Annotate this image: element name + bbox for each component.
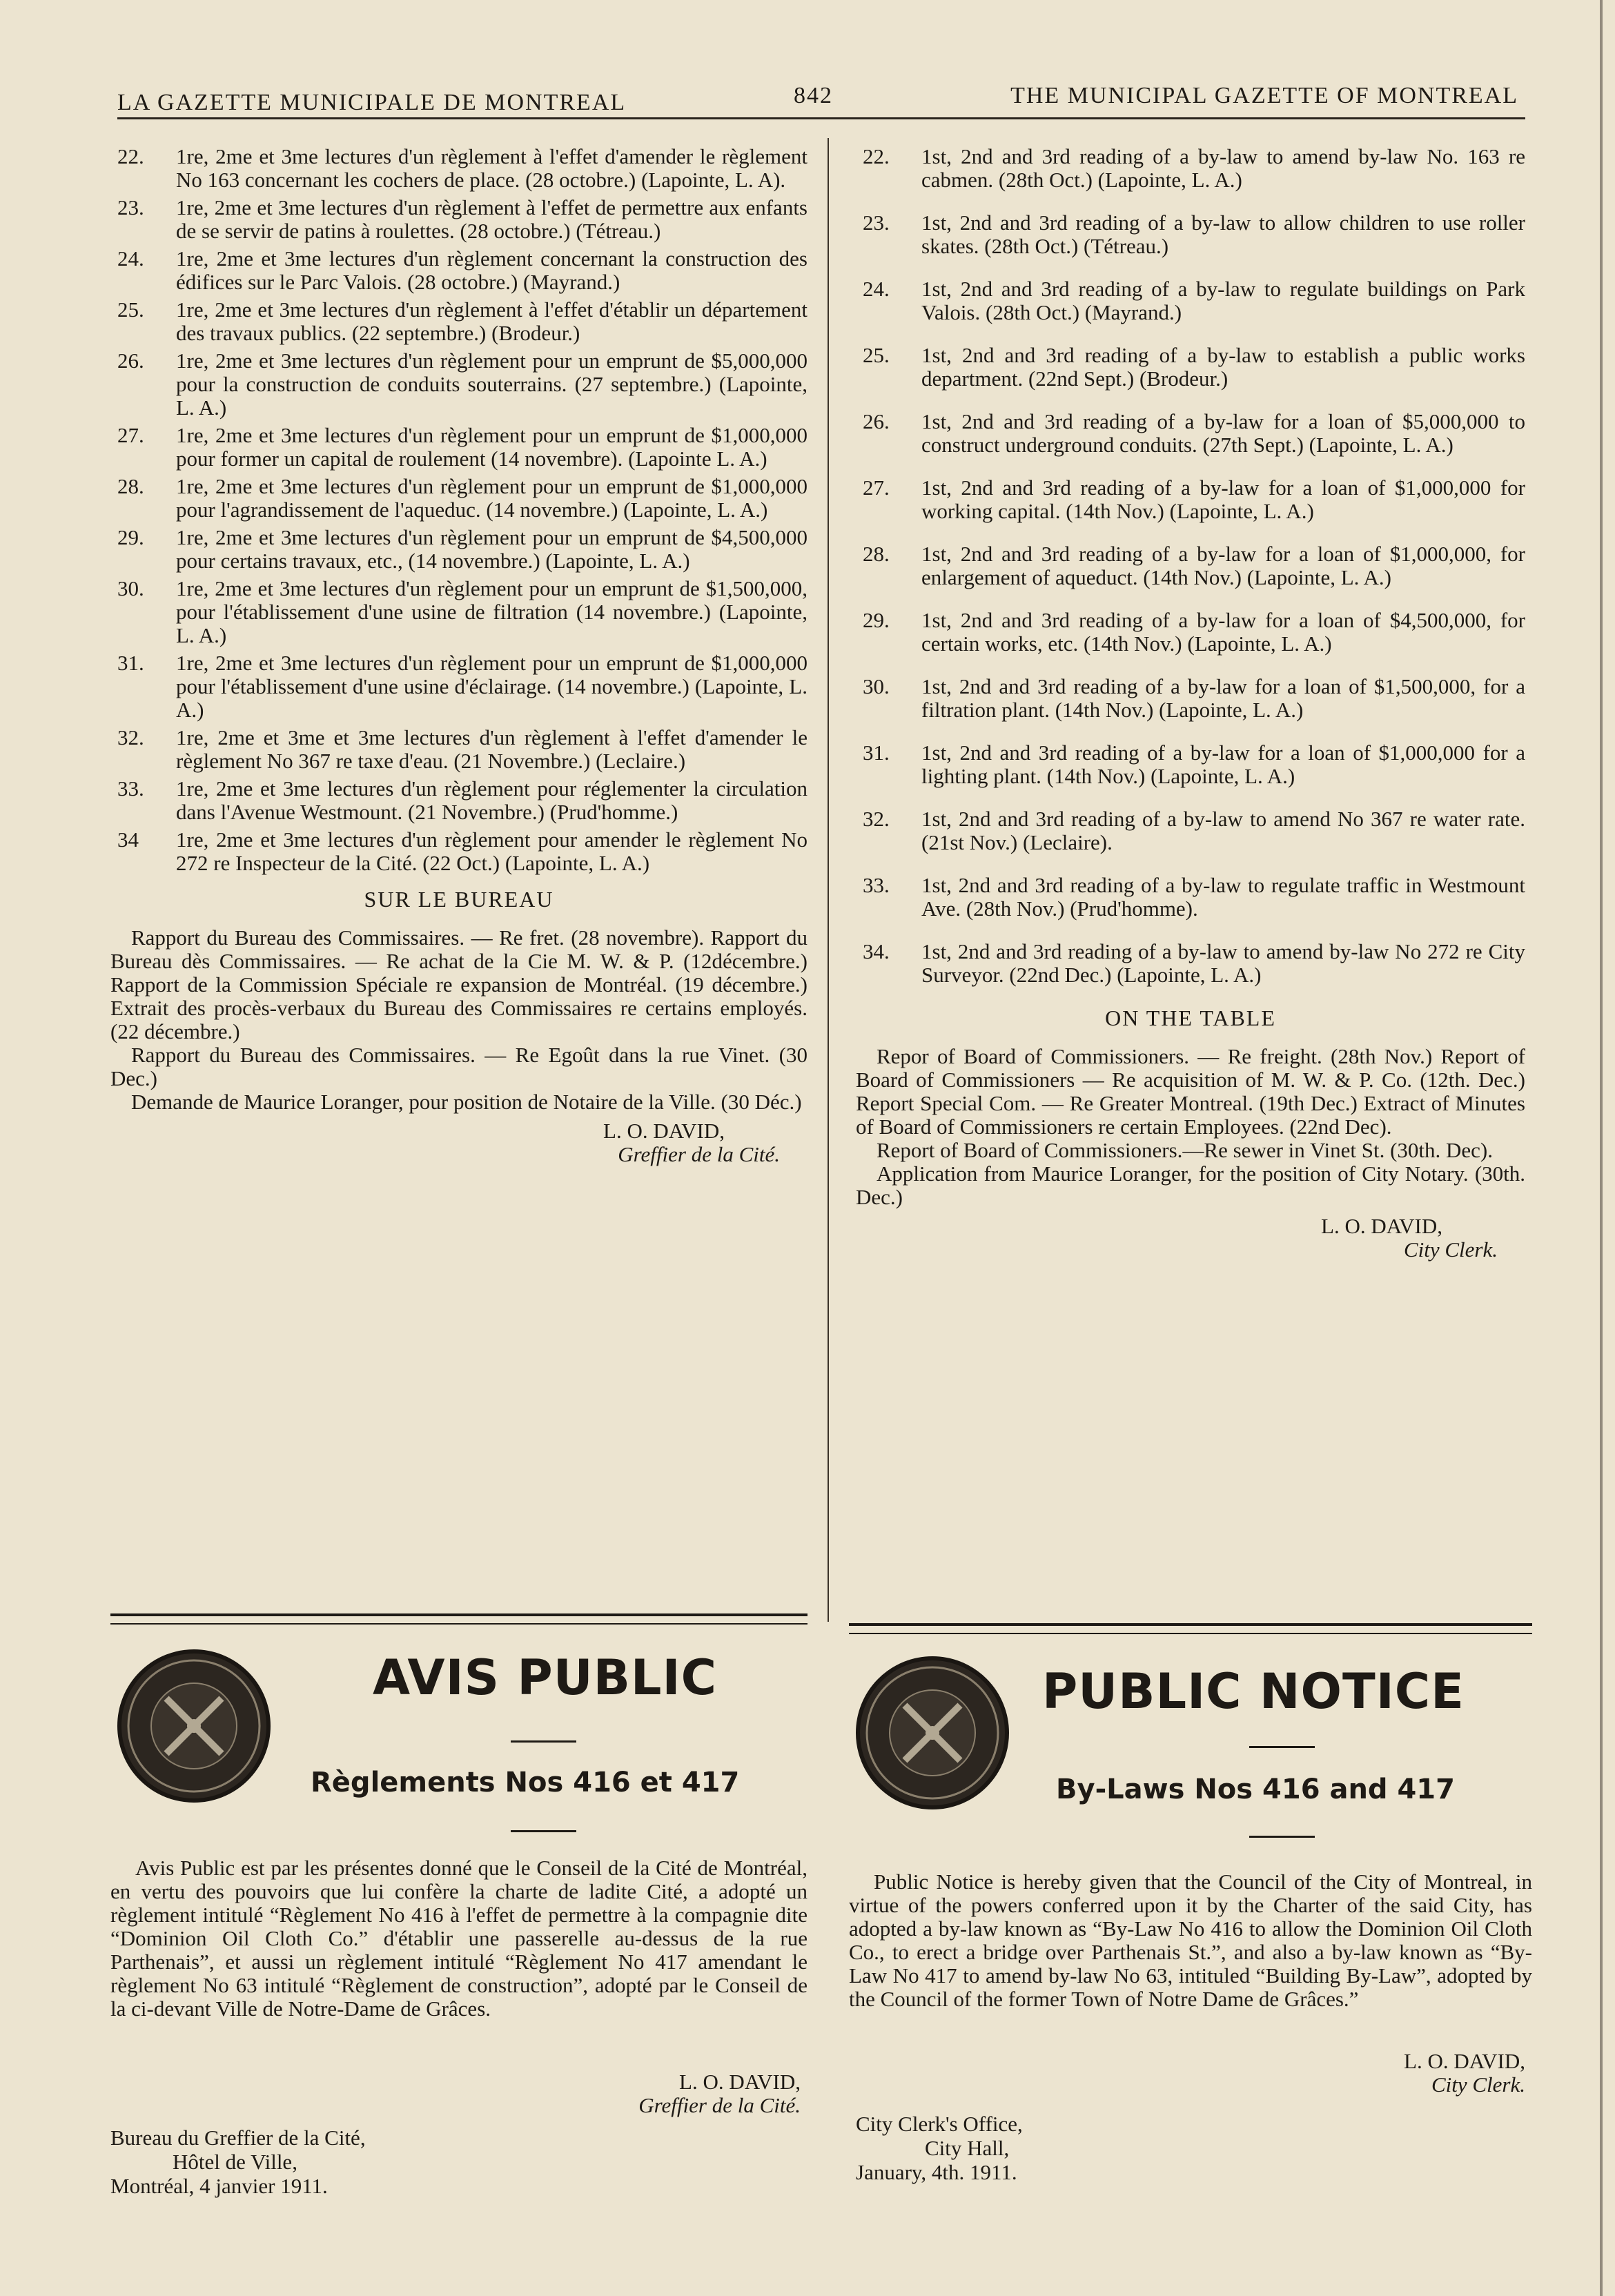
left-report-paragraph: Rapport du Bureau des Commissaires. — Re fret. (28 novembre). Rapport du Bureau dès Commissaires. — Re achat de la Cie M. W. & P. (12décembre.) Rapport de la Commission Spéciale re expansion de Montréal. (19 décembre.) Extrait des procès-verbaux du Bureau des Commissaires re certains employés. (22 décembre.) xyxy=(110,925,808,1043)
entry-number: 31. xyxy=(863,740,890,765)
entry-text: 1re, 2me et 3me lectures d'un règlement à l'effet d'amender le règlement No 163 concernant les cochers de place. (28 octobre.) (Lapointe, L. A). xyxy=(176,144,808,192)
notice-body-text: Avis Public est par les présentes donné que le Conseil de la Cité de Montréal, en vertu des pouvoirs que lui confère la charte de ladite Cité, a adopté un règlement intitulé “Règlement No 416 à l'effet de permettre à la compagnie dite “Dominion Oil Cloth Co.” d'établir une passerelle au-dessus de la rue Parthenais”, et aussi un règlement intitulé “Règlement No 417 amendant le règlement No 63 intitulé “Règlement de construction”, adopté par le Conseil de la ci-devant Ville de Notre-Dame de Grâces. xyxy=(110,1856,808,2021)
entry-text: 1st, 2nd and 3rd reading of a by-law to regulate buildings on Park Valois. (28th Oct.) (Mayrand.) xyxy=(921,277,1525,324)
notice-small-rule xyxy=(511,1830,576,1832)
minutes-entry xyxy=(856,476,1525,523)
entry-text: 1re, 2me et 3me lectures d'un règlement à l'effet de permettre aux enfants de se servir de patins à roulettes. (28 octobre.) (Tétreau.) xyxy=(176,195,808,243)
entry-text: 1re, 2me et 3me lectures d'un règlement pour amender le règlement No 272 re Inspecteur de la Cité. (22 Oct.) (Lapointe, L. A.) xyxy=(176,827,808,875)
minutes-entry xyxy=(110,424,808,471)
entry-text: 1st, 2nd and 3rd reading of a by-law to regulate traffic in Westmount Ave. (28th Nov.) (Prud'homme). xyxy=(921,873,1525,921)
minutes-entry xyxy=(110,526,808,573)
entry-text: 1re, 2me et 3me lectures d'un règlement concernant la construction des édifices sur le Parc Valois. (28 octobre.) (Mayrand.) xyxy=(176,246,808,294)
left-entry-list xyxy=(110,145,808,875)
minutes-entry xyxy=(110,247,808,294)
signature-title: City Clerk. xyxy=(1403,1237,1498,1262)
right-column xyxy=(856,145,1525,1262)
minutes-entry xyxy=(856,741,1525,788)
entry-text: 1re, 2me et 3me lectures d'un règlement pour réglementer la circulation dans l'Avenue Westmount. (21 Novembre.) (Prud'homme.) xyxy=(176,776,808,824)
entry-number: 28. xyxy=(863,542,890,566)
office-line: City Clerk's Office, xyxy=(856,2112,1023,2136)
entry-number: 30. xyxy=(863,674,890,698)
entry-number: 22. xyxy=(117,144,144,168)
minutes-entry xyxy=(856,145,1525,192)
entry-text: 1re, 2me et 3me lectures d'un règlement pour un emprunt de $1,500,000, pour l'établissement d'une usine de filtration (14 novembre.) (Lapointe, L. A.) xyxy=(176,576,808,647)
notice-subtitle: By-Laws Nos 416 and 417 xyxy=(1056,1774,1455,1805)
entry-number: 34. xyxy=(863,939,890,963)
minutes-entry xyxy=(856,410,1525,457)
entry-number: 24. xyxy=(863,277,890,301)
minutes-entry xyxy=(110,777,808,824)
signature-title: Greffier de la Cité. xyxy=(618,1142,780,1166)
minutes-entry xyxy=(110,828,808,875)
entry-text: 1st, 2nd and 3rd reading of a by-law for a loan of $4,500,000, for certain works, etc. (14th Nov.) (Lapointe, L. A.) xyxy=(921,608,1525,656)
entry-number: 34 xyxy=(117,827,139,852)
minutes-entry xyxy=(856,675,1525,722)
minutes-entry xyxy=(856,609,1525,656)
entry-text: 1re, 2me et 3me lectures d'un règlement à l'effet d'établir un département des travaux publics. (22 septembre.) (Brodeur.) xyxy=(176,297,808,345)
signature-title: City Clerk. xyxy=(1431,2072,1525,2097)
header-right-title: THE MUNICIPAL GAZETTE OF MONTREAL xyxy=(1010,83,1518,108)
entry-number: 26. xyxy=(117,349,144,373)
entry-number: 30. xyxy=(117,576,144,600)
minutes-entry xyxy=(856,211,1525,258)
minutes-entry xyxy=(110,475,808,522)
entry-text: 1st, 2nd and 3rd reading of a by-law for a loan of $1,500,000, for a filtration plant. (14th Nov.) (Lapointe, L. A.) xyxy=(921,674,1525,722)
right-signature xyxy=(856,1215,1525,1262)
notice-title: AVIS PUBLIC xyxy=(373,1649,717,1706)
minutes-entry xyxy=(110,298,808,345)
header-left-title: LA GAZETTE MUNICIPALE DE MONTREAL xyxy=(117,90,627,115)
signature-title: Greffier de la Cité. xyxy=(638,2093,801,2117)
right-report-paragraph: Repor of Board of Commissioners. — Re freight. (28th Nov.) Report of Board of Commissioners — Re acquisition of M. W. & P. Co. (12th. Dec.) Report Special Com. — Re Greater Montreal. (19th Dec.) Extract of Minutes of Board of Commissioners re certain Employees. (22nd Dec). xyxy=(856,1044,1525,1139)
entry-number: 28. xyxy=(117,474,144,498)
entry-text: 1st, 2nd and 3rd reading of a by-law to amend by-law No 272 re City Surveyor. (22nd Dec.) (Lapointe, L. A.) xyxy=(921,939,1525,987)
right-reports xyxy=(856,1045,1525,1209)
left-column xyxy=(110,145,808,1166)
notice-rule-left xyxy=(110,1613,808,1625)
notice-subtitle: Règlements Nos 416 et 417 xyxy=(311,1767,740,1798)
entry-number: 23. xyxy=(117,195,144,219)
notice-body-text: Public Notice is hereby given that the Council of the City of Montreal, in virtue of the powers conferred upon it by the Charter of the said City, has adopted a by-law known as “By-Law No 416 to allow the Dominion Oil Cloth Co., to erect a bridge over Parthenais St.”, and also a by-law known as “By-Law No 417 to amend by-law No 63, intituled “Building By-Law”, adopted by the Council of the former Town of Notre Dame de Grâces.” xyxy=(849,1870,1532,2011)
notice-small-rule xyxy=(1249,1836,1315,1838)
page-edge xyxy=(1600,0,1603,2296)
entry-text: 1st, 2nd and 3rd reading of a by-law for a loan of $5,000,000 to construct underground conduits. (27th Sept.) (Lapointe, L. A.) xyxy=(921,409,1525,457)
entry-number: 25. xyxy=(863,343,890,367)
notice-office xyxy=(110,2126,366,2198)
minutes-entry xyxy=(856,344,1525,391)
entry-number: 33. xyxy=(117,776,144,801)
left-signature xyxy=(110,1119,808,1166)
minutes-entry xyxy=(110,145,808,192)
entry-text: 1st, 2nd and 3rd reading of a by-law for a loan of $1,000,000 for working capital. (14th Nov.) (Lapointe, L. A.) xyxy=(921,475,1525,523)
entry-text: 1st, 2nd and 3rd reading of a by-law to allow children to use roller skates. (28th Oct.) (Tétreau.) xyxy=(921,210,1525,258)
city-seal-icon xyxy=(117,1649,271,1803)
entry-number: 31. xyxy=(117,651,144,675)
entry-number: 24. xyxy=(117,246,144,271)
left-reports xyxy=(110,926,808,1114)
left-section-heading: SUR LE BUREAU xyxy=(364,887,554,912)
entry-text: 1re, 2me et 3me lectures d'un règlement pour un emprunt de $5,000,000 pour la construction de conduits souterrains. (27 septembre.) (Lapointe, L. A.) xyxy=(176,349,808,420)
entry-text: 1st, 2nd and 3rd reading of a by-law to amend by-law No. 163 re cabmen. (28th Oct.) (Lapointe, L. A.) xyxy=(921,144,1525,192)
minutes-entry xyxy=(110,726,808,773)
right-entry-list xyxy=(856,145,1525,987)
minutes-entry xyxy=(856,940,1525,987)
minutes-entry xyxy=(110,349,808,420)
entry-text: 1re, 2me et 3me lectures d'un règlement pour un emprunt de $1,000,000 pour former un capital de roulement (14 novembre). (Lapointe L. A.) xyxy=(176,423,808,471)
entry-number: 33. xyxy=(863,873,890,897)
right-section-heading: ON THE TABLE xyxy=(1105,1005,1276,1030)
signature-name: L. O. DAVID, xyxy=(603,1119,725,1143)
right-report-paragraph: Application from Maurice Loranger, for the position of City Notary. (30th. Dec.) xyxy=(856,1161,1525,1209)
entry-number: 22. xyxy=(863,144,890,168)
entry-number: 26. xyxy=(863,409,890,433)
minutes-entry xyxy=(110,196,808,243)
notice-small-rule xyxy=(511,1740,576,1743)
entry-number: 32. xyxy=(117,725,144,749)
notice-body xyxy=(849,1870,1532,2011)
entry-number: 27. xyxy=(117,423,144,447)
entry-number: 25. xyxy=(117,297,144,322)
office-line: January, 4th. 1911. xyxy=(856,2160,1017,2184)
left-report-paragraph: Demande de Maurice Loranger, pour position de Notaire de la Ville. (30 Déc.) xyxy=(131,1090,802,1114)
notice-body xyxy=(110,1856,808,2021)
entry-number: 27. xyxy=(863,475,890,500)
header-rule xyxy=(117,117,1525,119)
entry-text: 1re, 2me et 3me lectures d'un règlement pour un emprunt de $1,000,000 pour l'établissement d'une usine d'éclairage. (14 novembre.) (Lapointe, L. A.) xyxy=(176,651,808,722)
entry-text: 1re, 2me et 3me lectures d'un règlement pour un emprunt de $1,000,000 pour l'agrandissement de l'aqueduc. (14 novembre.) (Lapointe, L. A.) xyxy=(176,474,808,522)
signature-name: L. O. DAVID, xyxy=(1404,2049,1525,2073)
signature-name: L. O. DAVID, xyxy=(679,2070,801,2094)
office-line: Bureau du Greffier de la Cité, xyxy=(110,2126,366,2150)
office-line: Hôtel de Ville, xyxy=(173,2150,297,2174)
minutes-entry xyxy=(856,542,1525,589)
notice-rule-right xyxy=(849,1623,1532,1634)
entry-text: 1st, 2nd and 3rd reading of a by-law for a loan of $1,000,000 for a lighting plant. (14th Nov.) (Lapointe, L. A.) xyxy=(921,740,1525,788)
entry-text: 1re, 2me et 3me et 3me lectures d'un règlement à l'effet d'amender le règlement No 367 re taxe d'eau. (21 Novembre.) (Leclaire.) xyxy=(176,725,808,773)
notice-small-rule xyxy=(1249,1746,1315,1748)
notice-office xyxy=(856,2112,1023,2184)
notice-signature xyxy=(525,2070,801,2117)
office-line: City Hall, xyxy=(925,2136,1010,2160)
minutes-entry xyxy=(856,874,1525,921)
entry-text: 1st, 2nd and 3rd reading of a by-law for a loan of $1,000,000, for enlargement of aqueduct. (14th Nov.) (Lapointe, L. A.) xyxy=(921,542,1525,589)
minutes-entry xyxy=(110,651,808,722)
entry-number: 29. xyxy=(863,608,890,632)
minutes-entry xyxy=(856,277,1525,324)
entry-text: 1re, 2me et 3me lectures d'un règlement pour un emprunt de $4,500,000 pour certains travaux, etc., (14 novembre.) (Lapointe, L. A.) xyxy=(176,525,808,573)
left-report-paragraph: Rapport du Bureau des Commissaires. — Re Egoût dans la rue Vinet. (30 Dec.) xyxy=(110,1043,808,1090)
entry-number: 32. xyxy=(863,807,890,831)
signature-name: L. O. DAVID, xyxy=(1321,1214,1442,1238)
entry-text: 1st, 2nd and 3rd reading of a by-law to establish a public works department. (22nd Sept.) (Brodeur.) xyxy=(921,343,1525,391)
city-seal-icon xyxy=(856,1656,1009,1809)
entry-text: 1st, 2nd and 3rd reading of a by-law to amend No 367 re water rate. (21st Nov.) (Leclaire). xyxy=(921,807,1525,854)
minutes-entry xyxy=(110,577,808,647)
office-line: Montréal, 4 janvier 1911. xyxy=(110,2174,328,2198)
notice-title: PUBLIC NOTICE xyxy=(1042,1663,1465,1720)
minutes-entry xyxy=(856,807,1525,854)
page-number: 842 xyxy=(794,83,833,108)
right-report-paragraph: Report of Board of Commissioners.—Re sewer in Vinet St. (30th. Dec). xyxy=(877,1138,1493,1162)
entry-number: 23. xyxy=(863,210,890,235)
column-divider xyxy=(828,138,829,1622)
notice-signature xyxy=(1249,2050,1525,2097)
entry-number: 29. xyxy=(117,525,144,549)
